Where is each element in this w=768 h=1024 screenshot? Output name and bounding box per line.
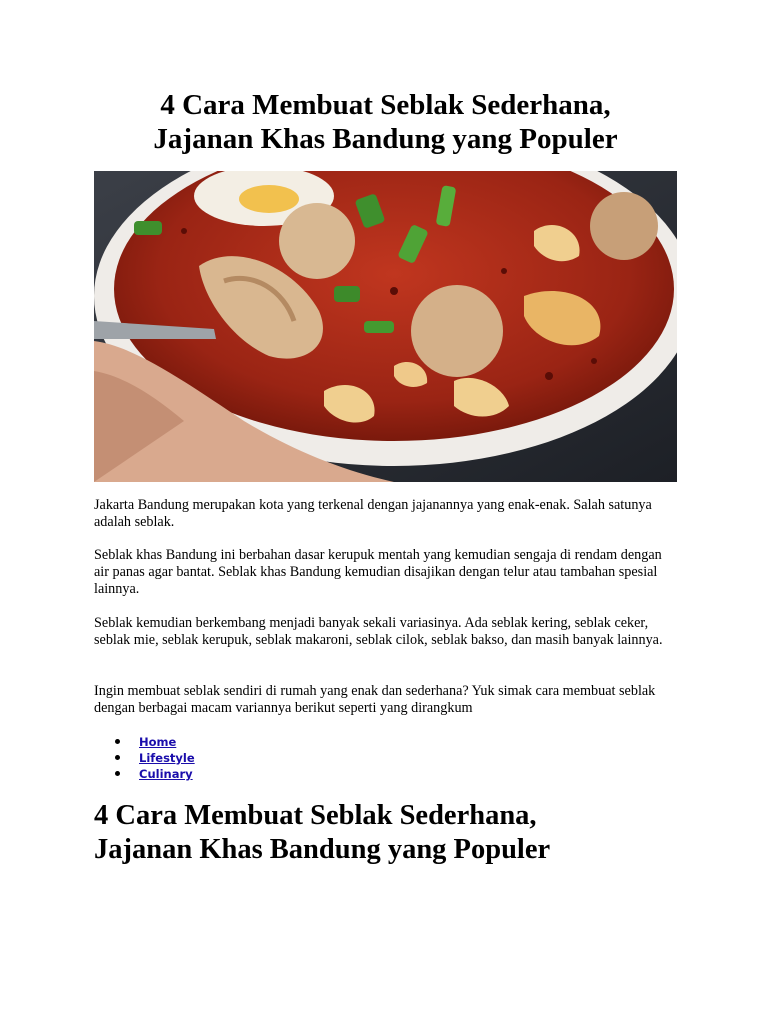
breadcrumb-list — [94, 734, 195, 782]
culinary-link[interactable]: Culinary — [139, 767, 193, 781]
list-item — [94, 766, 195, 782]
home-link[interactable]: Home — [139, 735, 177, 749]
article-title — [94, 88, 677, 156]
article-heading-line-1: 4 Cara Membuat Seblak Sederhana, — [94, 800, 537, 831]
article-title-line-1: 4 Cara Membuat Seblak Sederhana, — [160, 89, 611, 121]
list-item — [94, 734, 195, 750]
bullet-icon — [115, 739, 120, 744]
paragraph-call-to-action: Ingin membuat seblak sendiri di rumah yang enak dan sederhana? Yuk simak cara membuat seblak dengan berbagai macam variannya berikut seperti yang dirangkum — [94, 683, 656, 716]
article-title-line-2: Jajanan Khas Bandung yang Populer — [153, 123, 618, 155]
seblak-photo — [94, 171, 677, 482]
paragraph-intro: Jakarta Bandung merupakan kota yang terkenal dengan jajanannya yang enak-enak. Salah satunya adalah seblak. — [94, 497, 652, 530]
paragraph-description: Seblak khas Bandung ini berbahan dasar kerupuk mentah yang kemudian sengaja di rendam dengan air panas agar bantat. Seblak khas Bandung kemudian disajikan dengan telur atau tambahan spesial lainnya. — [94, 547, 662, 597]
bullet-icon — [115, 771, 120, 776]
bullet-icon — [115, 755, 120, 760]
article-heading — [94, 799, 677, 867]
paragraph-variations: Seblak kemudian berkembang menjadi banyak sekali variasinya. Ada seblak kering, seblak ceker, seblak mie, seblak kerupuk, seblak makaroni, seblak cilok, seblak bakso, dan masih banyak lainnya. — [94, 615, 663, 648]
lifestyle-link[interactable]: Lifestyle — [139, 751, 195, 765]
list-item — [94, 750, 195, 766]
article-heading-line-2: Jajanan Khas Bandung yang Populer — [94, 834, 551, 865]
